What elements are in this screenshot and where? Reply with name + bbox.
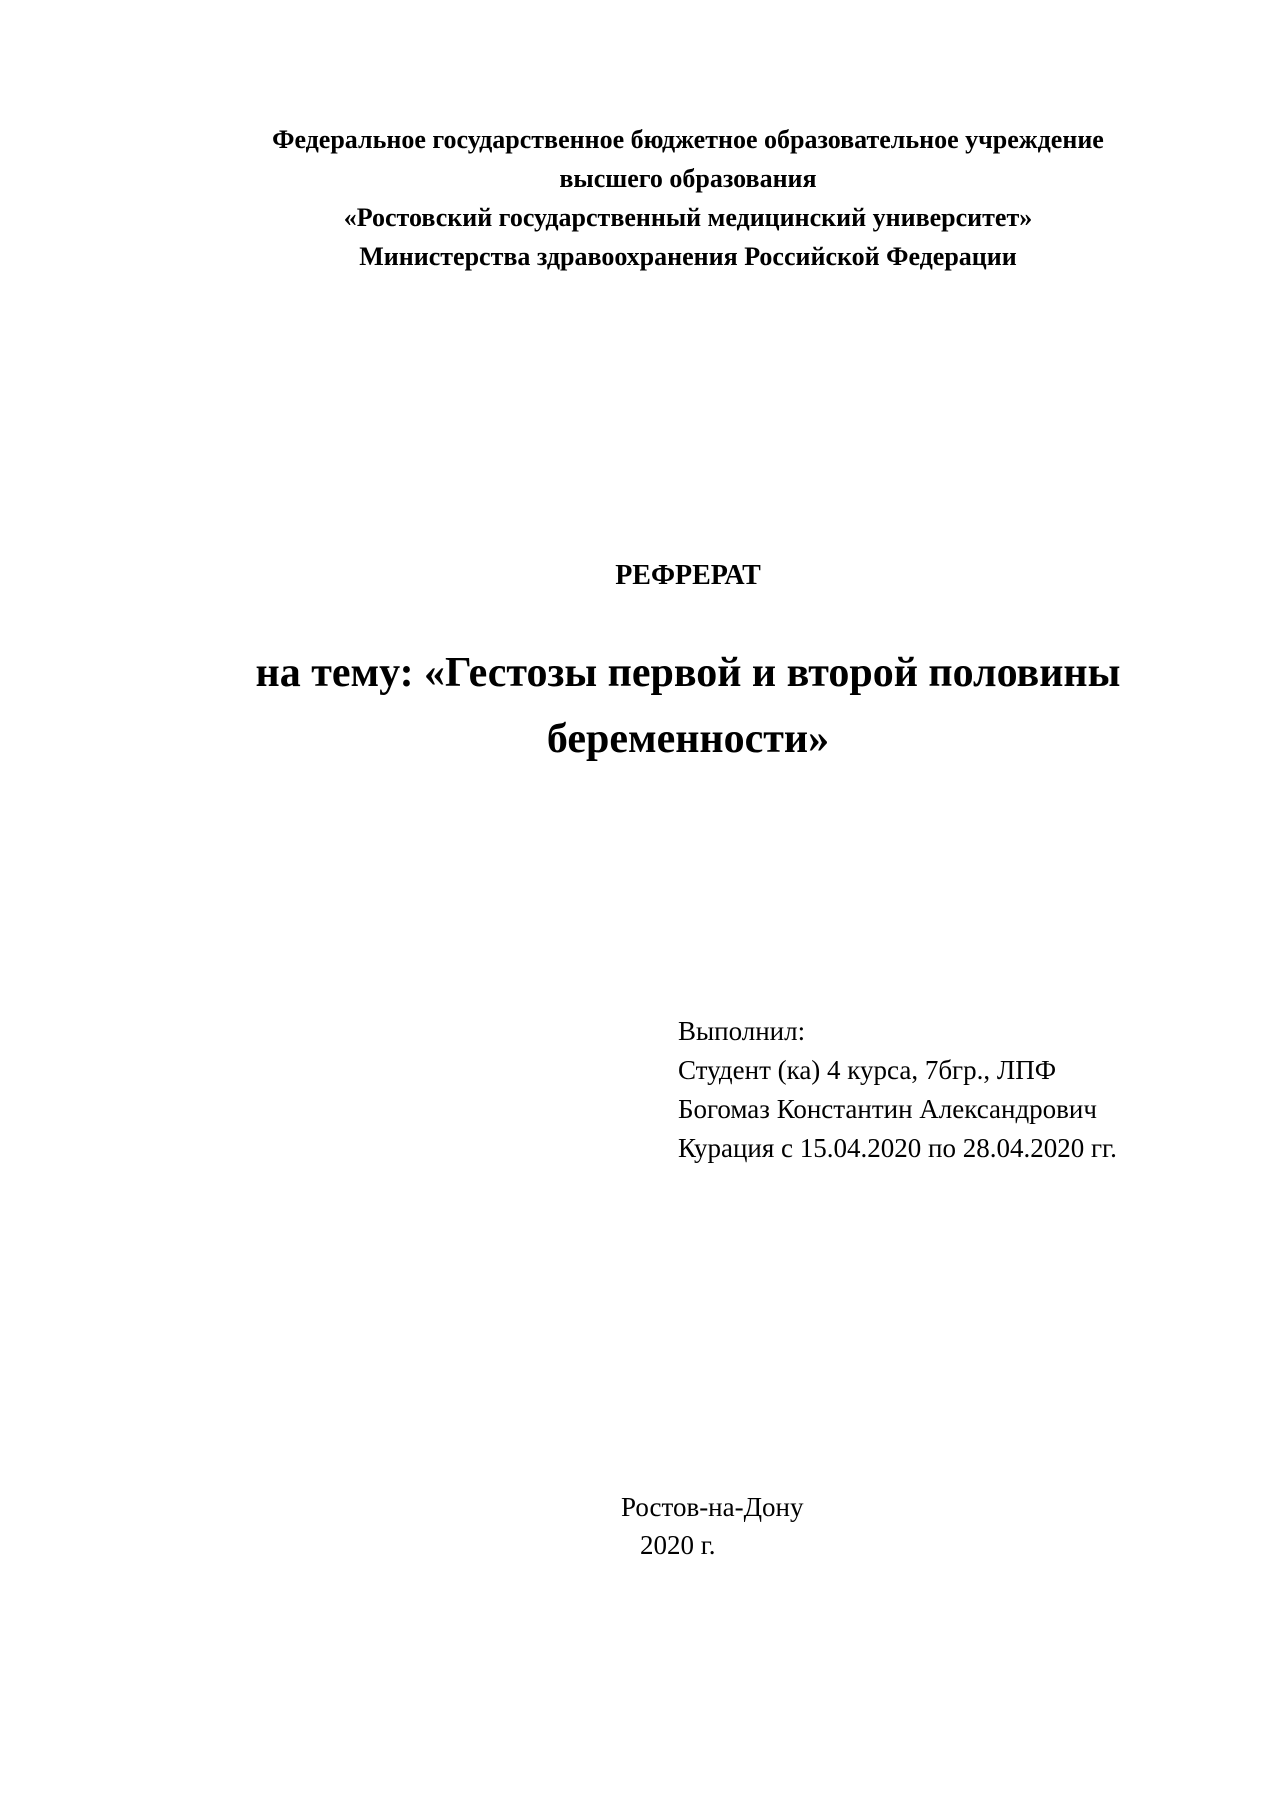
document-topic xyxy=(160,640,1216,772)
author-line: Богомаз Константин Александрович xyxy=(678,1094,1097,1124)
institution-header xyxy=(160,120,1216,276)
author-line: Курация с 15.04.2020 по 28.04.2020 гг. xyxy=(678,1133,1117,1163)
institution-line: высшего образования xyxy=(559,164,817,193)
author-line: Студент (ка) 4 курса, 7бгр., ЛПФ xyxy=(678,1055,1057,1085)
institution-line: Министерства здравоохранения Российской Федерации xyxy=(359,242,1017,271)
author-block xyxy=(678,1012,1238,1168)
year: 2020 г. xyxy=(640,1530,716,1560)
document-type: РЕФРЕРАТ xyxy=(615,560,761,591)
author-line: Выполнил: xyxy=(678,1016,806,1046)
city: Ростов-на-Дону xyxy=(621,1492,804,1522)
institution-line: «Ростовский государственный медицинский университет» xyxy=(343,203,1033,232)
topic-line: беременности» xyxy=(546,716,830,762)
topic-line: на тему: «Гестозы первой и второй половины xyxy=(255,650,1121,696)
institution-line: Федеральное государственное бюджетное образовательное учреждение xyxy=(272,125,1104,154)
